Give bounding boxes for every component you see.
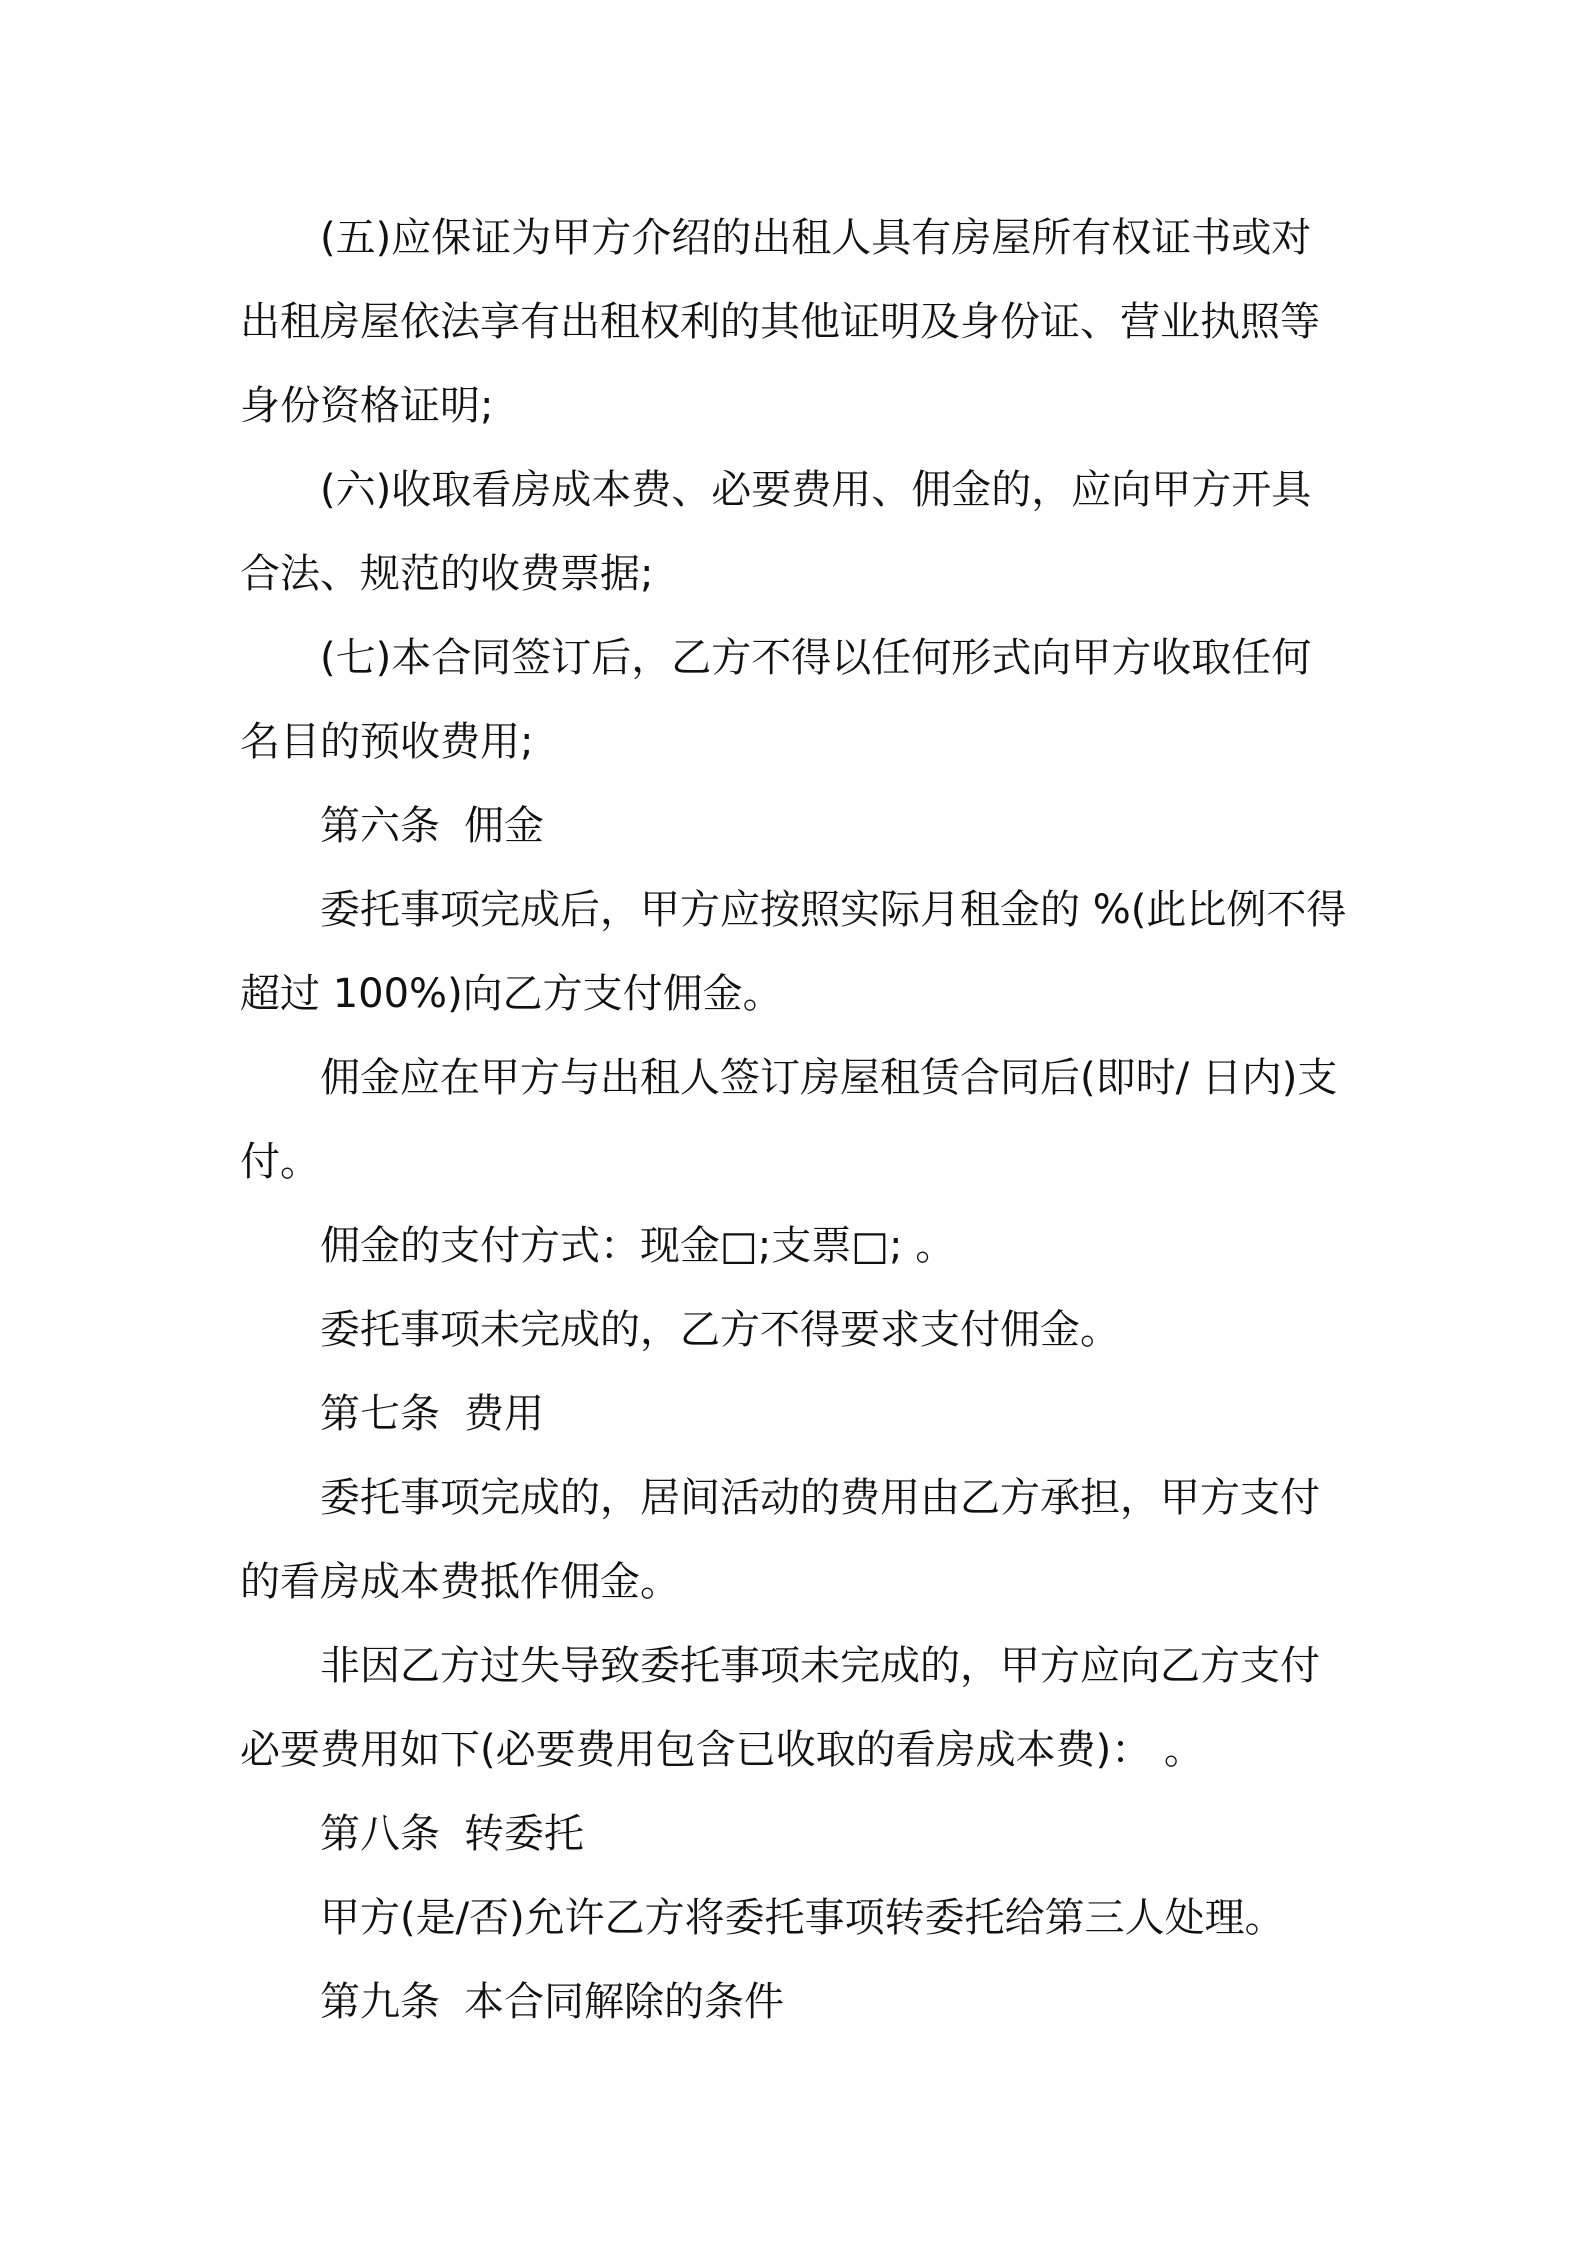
clause-item-5: (五)应保证为甲方介绍的出租人具有房屋所有权证书或对出租房屋依法享有出租权利的其他证明及身份证、营业执照等身份资格证明; <box>240 215 1320 429</box>
article-8-heading <box>240 1792 1350 1876</box>
article-number: 第八条 <box>320 1811 440 1857</box>
document-body <box>240 196 1350 2044</box>
payment-method-paragraph: 佣金的支付方式：现金□;支票□; 。 <box>320 1223 956 1269</box>
article-number: 第六条 <box>320 803 440 849</box>
fees-uncompleted-paragraph: 非因乙方过失导致委托事项未完成的，甲方应向乙方支付必要费用如下(必要费用包含已收取的看房成本费)： 。 <box>240 1643 1320 1773</box>
fees-completed-paragraph: 委托事项完成的，居间活动的费用由乙方承担，甲方支付的看房成本费抵作佣金。 <box>240 1475 1320 1605</box>
clause-item-7: (七)本合同签订后，乙方不得以任何形式向甲方收取任何名目的预收费用; <box>240 635 1312 765</box>
commission-timing-paragraph: 佣金应在甲方与出租人签订房屋租赁合同后(即时/ 日内)支付。 <box>240 1055 1338 1185</box>
article-number: 第七条 <box>320 1391 440 1437</box>
article-number: 第九条 <box>320 1979 440 2025</box>
article-title: 费用 <box>464 1391 544 1437</box>
article-title: 本合同解除的条件 <box>464 1979 784 2025</box>
commission-rate-paragraph: 委托事项完成后，甲方应按照实际月租金的 %(此比例不得超过 100%)向乙方支付佣金。 <box>240 887 1347 1017</box>
subdelegation-paragraph: 甲方(是/否)允许乙方将委托事项转委托给第三人处理。 <box>320 1895 1285 1941</box>
article-title: 佣金 <box>464 803 544 849</box>
article-7-heading <box>240 1372 1350 1456</box>
article-title: 转委托 <box>464 1811 584 1857</box>
article-9-heading <box>240 1960 1350 2044</box>
article-6-heading <box>240 784 1350 868</box>
clause-item-6: (六)收取看房成本费、必要费用、佣金的，应向甲方开具合法、规范的收费票据; <box>240 467 1312 597</box>
commission-not-due-paragraph: 委托事项未完成的，乙方不得要求支付佣金。 <box>320 1307 1120 1353</box>
